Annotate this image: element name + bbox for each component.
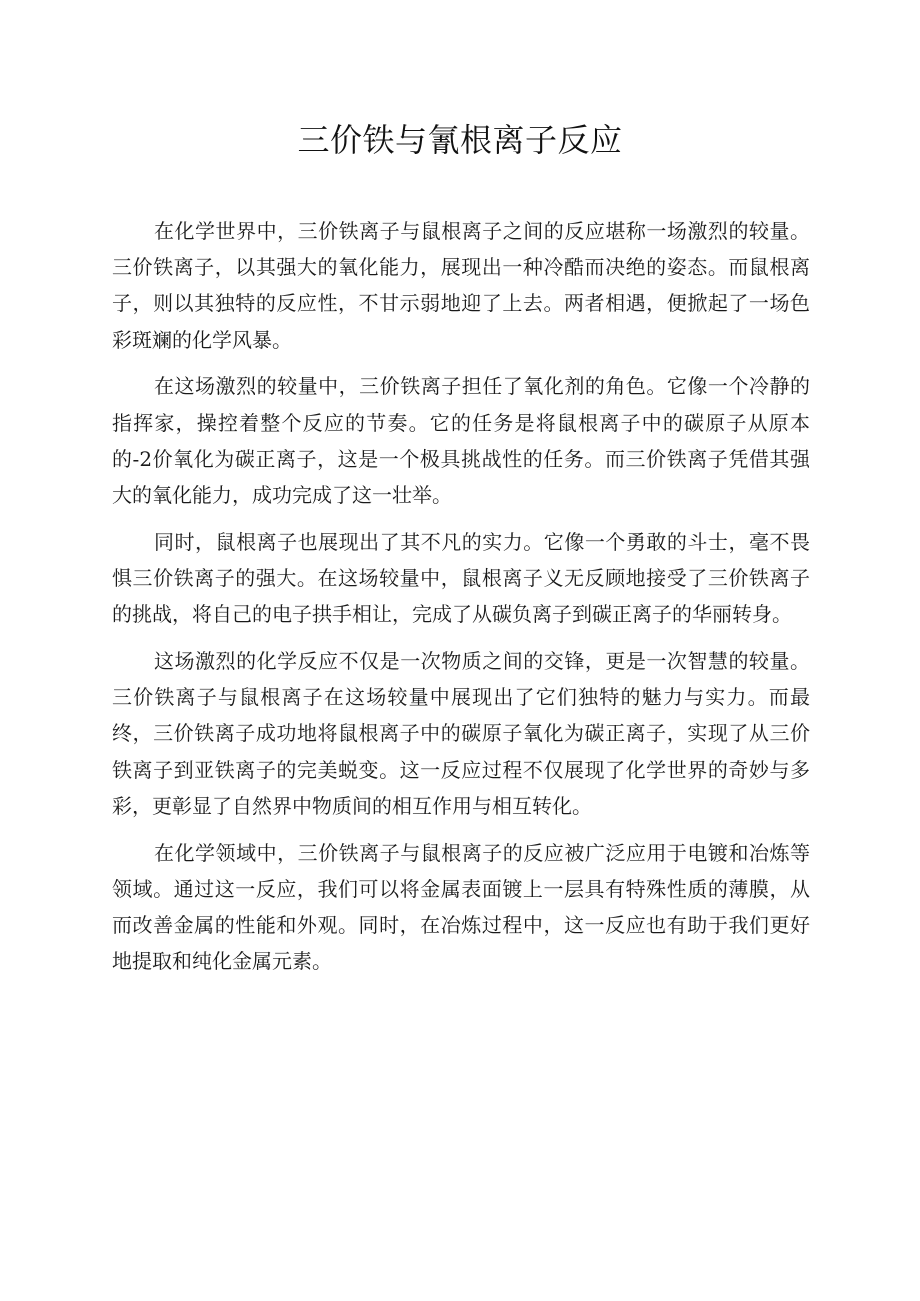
- paragraph-5: 在化学领域中，三价铁离子与鼠根离子的反应被广泛应用于电镀和冶炼等领域。通过这一反应，我们可以将金属表面镀上一层具有特殊性质的薄膜，从而改善金属的性能和外观。同时，在冶炼过程中，这一反应也有助于我们更好地提取和纯化金属元素。: [112, 840, 810, 974]
- paragraph-1: 在化学世界中，三价铁离子与鼠根离子之间的反应堪称一场激烈的较量。三价铁离子，以其强大的氧化能力，展现出一种冷酷而决绝的姿态。而鼠根离子，则以其独特的反应性，不甘示弱地迎了上去。两者相遇，便掀起了一场色彩斑斓的化学风暴。: [112, 219, 810, 352]
- document-body: [112, 213, 810, 990]
- paragraph-3: 同时，鼠根离子也展现出了其不凡的实力。它像一个勇敢的斗士，毫不畏惧三价铁离子的强大。在这场较量中，鼠根离子义无反顾地接受了三价铁离子的挑战，将自己的电子拱手相让，完成了从碳负离子到碳正离子的华丽转身。: [112, 529, 810, 627]
- document-title: 三价铁与氰根离子反应: [297, 121, 623, 159]
- paragraph-4: 这场激烈的化学反应不仅是一次物质之间的交锋，更是一次智慧的较量。三价铁离子与鼠根离子在这场较量中展现出了它们独特的魅力与实力。而最终，三价铁离子成功地将鼠根离子中的碳原子氧化为碳正离子，实现了从三价铁离子到亚铁离子的完美蜕变。这一反应过程不仅展现了化学世界的奇妙与多彩，更彰显了自然界中物质间的相互作用与相互转化。: [112, 649, 810, 818]
- paragraph-2: 在这场激烈的较量中，三价铁离子担任了氧化剂的角色。它像一个冷静的指挥家，操控着整个反应的节奏。它的任务是将鼠根离子中的碳原子从原本的-2价氧化为碳正离子，这是一个极具挑战性的任务。而三价铁离子凭借其强大的氧化能力，成功完成了这一壮举。: [112, 374, 810, 508]
